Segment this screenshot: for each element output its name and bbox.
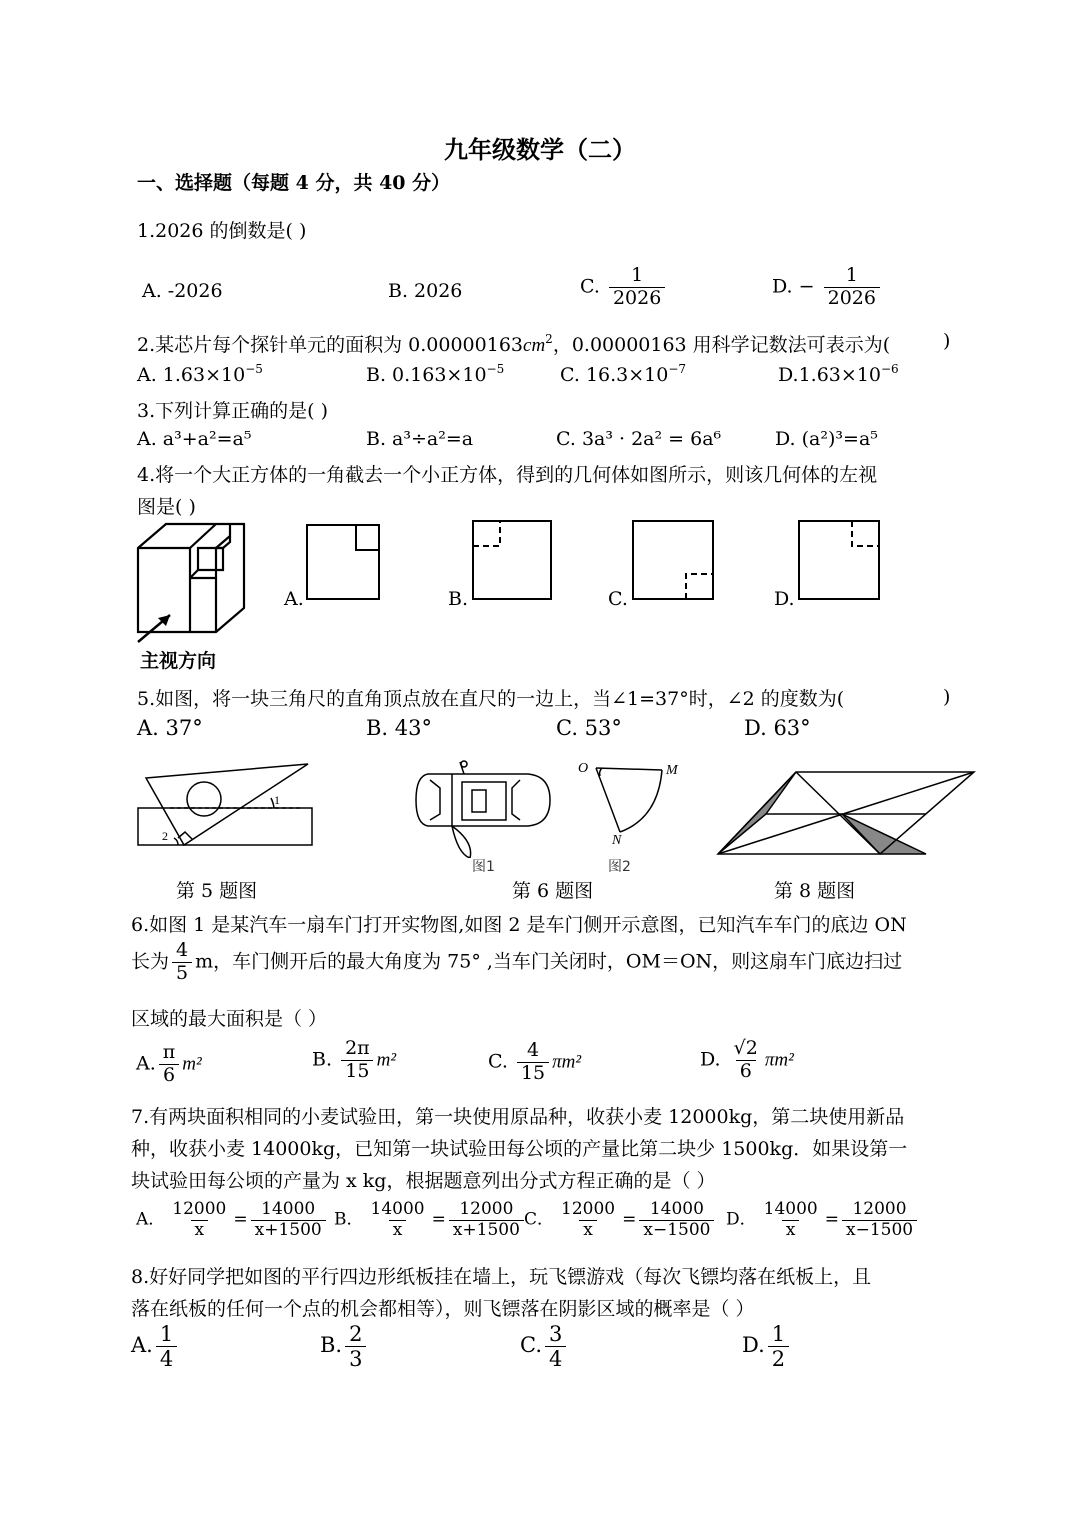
- q4-option-c[interactable]: C.: [608, 588, 628, 610]
- q3-option-b[interactable]: B. a³÷a²=a: [366, 428, 474, 450]
- section-heading: 一、选择题（每题 4 分，共 40 分）: [137, 172, 451, 194]
- front-view-label: 主视方向: [140, 650, 217, 672]
- q2-option-a[interactable]: A. $1.63\times 10^{-5}$: [137, 362, 263, 386]
- q5-stem-end: ): [943, 686, 951, 708]
- q6-stem-line1: 6.如图 1 是某汽车一扇车门打开实物图,如图 2 是车门侧开示意图，已知汽车车门的底边 ON: [131, 914, 907, 936]
- fraction: $\frac{12000}{x+1500}$: [449, 1200, 524, 1240]
- fraction: $\frac{1}{2026}$: [824, 265, 880, 310]
- fig2-caption: 图2: [608, 859, 631, 875]
- fraction: $\frac{12000}{x}$: [561, 1199, 616, 1240]
- q1-stem: 1.2026 的倒数是( ): [137, 220, 307, 242]
- q4-option-a[interactable]: A.: [284, 588, 304, 610]
- q6-stem-line3: 区域的最大面积是（ ）: [131, 1008, 328, 1030]
- fraction: $\frac{12000}{x-1500}$: [842, 1200, 917, 1240]
- q2-option-b[interactable]: B. $0.163\times 10^{-5}$: [366, 362, 505, 386]
- q7-option-a[interactable]: A． $\frac{12000}{x}$ = $\frac{14000}{x+1500}$: [136, 1200, 329, 1240]
- q2-stem: 2.某芯片每个探针单元的面积为 $0.00000163cm^2$，0.00000163 用科学记数法可表示为(: [137, 332, 891, 356]
- q8-stem-line2: 落在纸板的任何一个点的机会都相等），则飞镖落在阴影区域的概率是（ ）: [131, 1298, 755, 1320]
- fraction: $\frac{14000}{x+1500}$: [251, 1200, 326, 1240]
- q5-figure: [134, 760, 316, 852]
- q7-option-b[interactable]: B． $\frac{14000}{x}$ = $\frac{12000}{x+1500}$: [334, 1200, 527, 1240]
- q7-stem-line3: 块试验田每公顷的产量为 x kg，根据题意列出分式方程正确的是（ ）: [131, 1170, 716, 1192]
- fraction: $\frac{√2}{6}$: [733, 1037, 758, 1082]
- fraction: $\frac{2\pi}{15}$: [341, 1038, 374, 1083]
- point-n-label: N: [612, 833, 622, 848]
- q6-option-c[interactable]: C. $\frac{4}{15}$ πm²: [488, 1039, 582, 1084]
- fraction: $\frac{1}{4}$: [156, 1322, 177, 1371]
- q5-angle-2-label: 2: [162, 829, 168, 843]
- q8-option-b[interactable]: B. $\frac{2}{3}$: [320, 1322, 369, 1371]
- fraction: $\frac{2}{3}$: [345, 1322, 366, 1371]
- q4-stem-line1: 4.将一个大正方体的一角截去一个小正方体，得到的几何体如图所示，则该几何体的左视: [137, 464, 878, 486]
- q6-stem-line2: 长为 $\frac{4}{5}$ m，车门侧开后的最大角度为 75° ,当车门关闭时，OM＝ON，则这扇车门底边扫过: [131, 939, 903, 984]
- q7-option-c[interactable]: C． $\frac{12000}{x}$ = $\frac{14000}{x-1500}$: [524, 1200, 717, 1240]
- q4-stem-line2: 图是( ): [137, 496, 196, 518]
- q2-option-d[interactable]: $D.1.63\times 10^{-6}$: [778, 362, 899, 386]
- fraction: $\frac{3}{4}$: [545, 1322, 566, 1371]
- fraction: $\frac{12000}{x}$: [172, 1199, 227, 1240]
- q1-option-b[interactable]: B. 2026: [388, 280, 463, 302]
- q5-angle-1-label: 1: [274, 793, 280, 807]
- q8-option-c[interactable]: C. $\frac{3}{4}$: [520, 1322, 569, 1371]
- q1-option-d[interactable]: D. − $\frac{1}{2026}$: [772, 265, 883, 310]
- q3-stem: 3.下列计算正确的是( ): [137, 400, 328, 422]
- fraction: $\frac{14000}{x}$: [763, 1199, 818, 1240]
- q8-option-a[interactable]: A. $\frac{1}{4}$: [131, 1322, 180, 1371]
- fig6-caption: 第 6 题图: [512, 880, 594, 902]
- q4-option-c-figure: [632, 520, 714, 600]
- fraction: $\frac{14000}{x}$: [370, 1199, 425, 1240]
- fraction: $\frac{4}{5}$: [172, 940, 192, 985]
- q5-option-a[interactable]: A. 37°: [137, 716, 203, 740]
- q8-option-d[interactable]: D. $\frac{1}{2}$: [742, 1322, 792, 1371]
- fraction: $\frac{1}{2026}$: [609, 265, 665, 310]
- q6-sector-figure: [574, 756, 684, 856]
- fig8-caption: 第 8 题图: [774, 880, 856, 902]
- q6-option-a[interactable]: A. $\frac{\pi}{6}$ m²: [136, 1041, 202, 1086]
- fraction: $\frac{1}{2}$: [768, 1322, 789, 1371]
- q5-option-b[interactable]: B. 43°: [366, 716, 433, 740]
- q2-stem-end: ): [943, 330, 951, 352]
- q6-car-figure: [412, 758, 552, 858]
- page-title: 九年级数学（二）: [444, 135, 636, 164]
- fig5-caption: 第 5 题图: [176, 880, 258, 902]
- q7-stem-line2: 种，收获小麦 14000kg，已知第一块试验田每公顷的产量比第二块少 1500kg．如果设第一: [131, 1138, 908, 1160]
- q2-option-c[interactable]: C. $16.3\times 10^{-7}$: [560, 362, 687, 386]
- q6-option-d[interactable]: D. $\frac{√2}{6}$ πm²: [700, 1037, 794, 1082]
- q1-option-a[interactable]: A. -2026: [142, 280, 223, 302]
- q1-option-c[interactable]: C. $\frac{1}{2026}$: [580, 265, 668, 310]
- q3-option-d[interactable]: D. (a²)³=a⁵: [775, 428, 878, 450]
- q7-option-d[interactable]: D． $\frac{14000}{x}$ = $\frac{12000}{x-1500}$: [726, 1200, 920, 1240]
- point-m-label: M: [666, 763, 678, 778]
- q8-figure: [714, 766, 978, 858]
- fraction: $\frac{14000}{x-1500}$: [639, 1200, 714, 1240]
- fraction: $\frac{\pi}{6}$: [159, 1042, 180, 1087]
- q5-option-d[interactable]: D. 63°: [744, 716, 811, 740]
- q7-stem-line1: 7.有两块面积相同的小麦试验田，第一块使用原品种，收获小麦 12000kg，第二块使用新品: [131, 1106, 905, 1128]
- q3-option-c[interactable]: C. 3a³ · 2a² = 6a⁶: [556, 428, 722, 450]
- q4-option-d-figure: [798, 520, 880, 600]
- q4-option-b[interactable]: B.: [448, 588, 469, 610]
- fraction: $\frac{4}{15}$: [517, 1040, 549, 1085]
- point-o-label: O: [578, 761, 589, 776]
- fig1-caption: 图1: [472, 859, 495, 875]
- q4-option-b-figure: [472, 520, 552, 600]
- q3-option-a[interactable]: A. a³+a²=a⁵: [137, 428, 252, 450]
- q5-option-c[interactable]: C. 53°: [556, 716, 622, 740]
- q5-stem: 5.如图，将一块三角尺的直角顶点放在直尺的一边上，当∠1=37°时，∠2 的度数为(: [137, 688, 845, 710]
- q4-option-a-figure: [306, 524, 380, 600]
- q4-option-d[interactable]: D.: [774, 588, 795, 610]
- q6-option-b[interactable]: B. $\frac{2\pi}{15}$ m²: [312, 1037, 397, 1082]
- q8-stem-line1: 8.好好同学把如图的平行四边形纸板挂在墙上，玩飞镖游戏（每次飞镖均落在纸板上，且: [131, 1266, 872, 1288]
